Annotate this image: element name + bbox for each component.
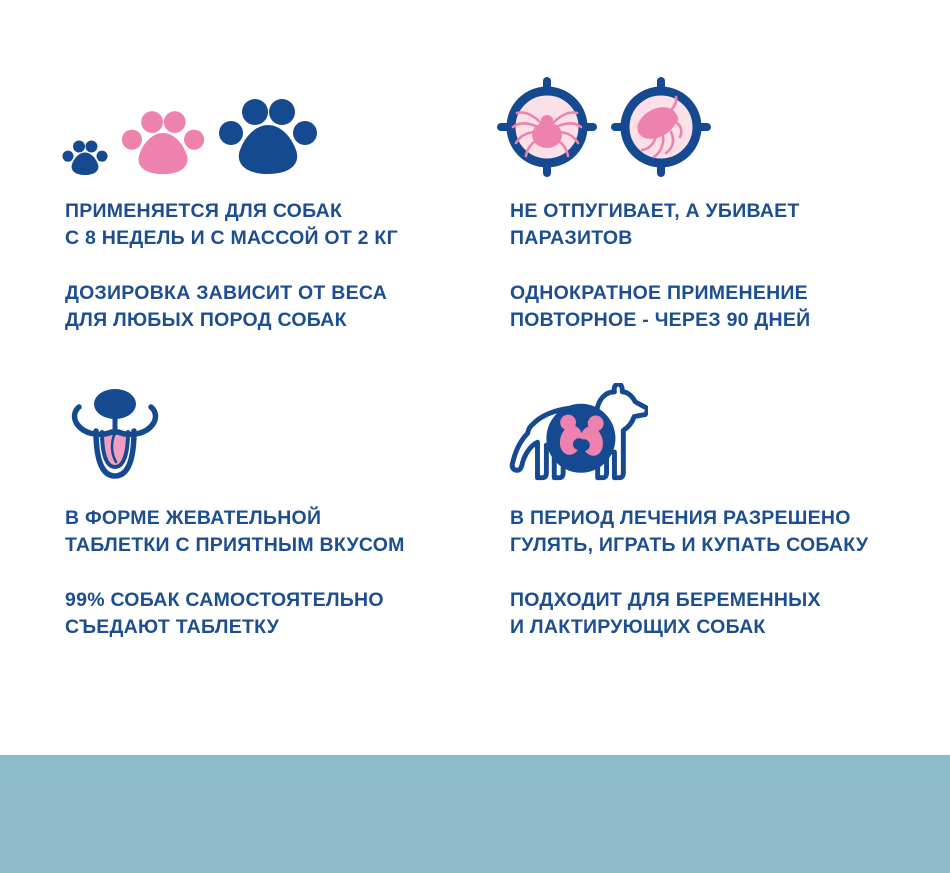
feature-text-line: СЪЕДАЮТ ТАБЛЕТКУ [65,616,280,638]
feature-text-block [510,280,810,334]
large-paw-icon [218,87,318,175]
feature-text-block [510,505,868,559]
dog-mouth-tongue-icon [63,387,167,492]
paw-prints-icon-group [62,73,318,175]
feature-text-line: ОДНОКРАТНОЕ ПРИМЕНЕНИЕ [510,282,808,304]
feature-text-block [65,198,398,252]
feature-text-block [510,587,821,641]
tick-target-icon [497,77,597,177]
feature-text-line: ДЛЯ ЛЮБЫХ ПОРОД СОБАК [65,309,347,331]
feature-text-line: ПРИМЕНЯЕТСЯ ДЛЯ СОБАК [65,200,343,222]
feature-text-block [65,280,387,334]
parasite-target-icon-group [497,77,711,177]
feature-text-line: ДОЗИРОВКА ЗАВИСИТ ОТ ВЕСА [65,282,388,304]
feature-text-line: С 8 НЕДЕЛЬ И С МАССОЙ ОТ 2 КГ [65,227,398,249]
feature-text-line: ПОДХОДИТ ДЛЯ БЕРЕМЕННЫХ [510,589,821,611]
footer-band [0,755,950,873]
feature-text-line: НЕ ОТПУГИВАЕТ, А УБИВАЕТ [510,200,800,222]
feature-text-line: ПАРАЗИТОВ [510,227,633,249]
small-paw-icon [62,135,108,176]
feature-text-line: ПОВТОРНОЕ - ЧЕРЕЗ 90 ДНЕЙ [510,309,811,331]
flea-target-icon [611,77,711,177]
feature-text-line: И ЛАКТИРУЮЩИХ СОБАК [510,616,766,638]
feature-text-line: ТАБЛЕТКИ С ПРИЯТНЫМ ВКУСОМ [65,534,405,556]
feature-text-line: ГУЛЯТЬ, ИГРАТЬ И КУПАТЬ СОБАКУ [510,534,869,556]
pregnant-dog-icon [500,383,648,492]
feature-text-block [65,587,384,641]
medium-paw-icon [121,101,205,175]
feature-text-block [65,505,405,559]
feature-text-line: 99% СОБАК САМОСТОЯТЕЛЬНО [65,589,384,611]
feature-text-block [510,198,800,252]
feature-text-line: В ФОРМЕ ЖЕВАТЕЛЬНОЙ [65,507,322,529]
feature-text-line: В ПЕРИОД ЛЕЧЕНИЯ РАЗРЕШЕНО [510,507,851,529]
